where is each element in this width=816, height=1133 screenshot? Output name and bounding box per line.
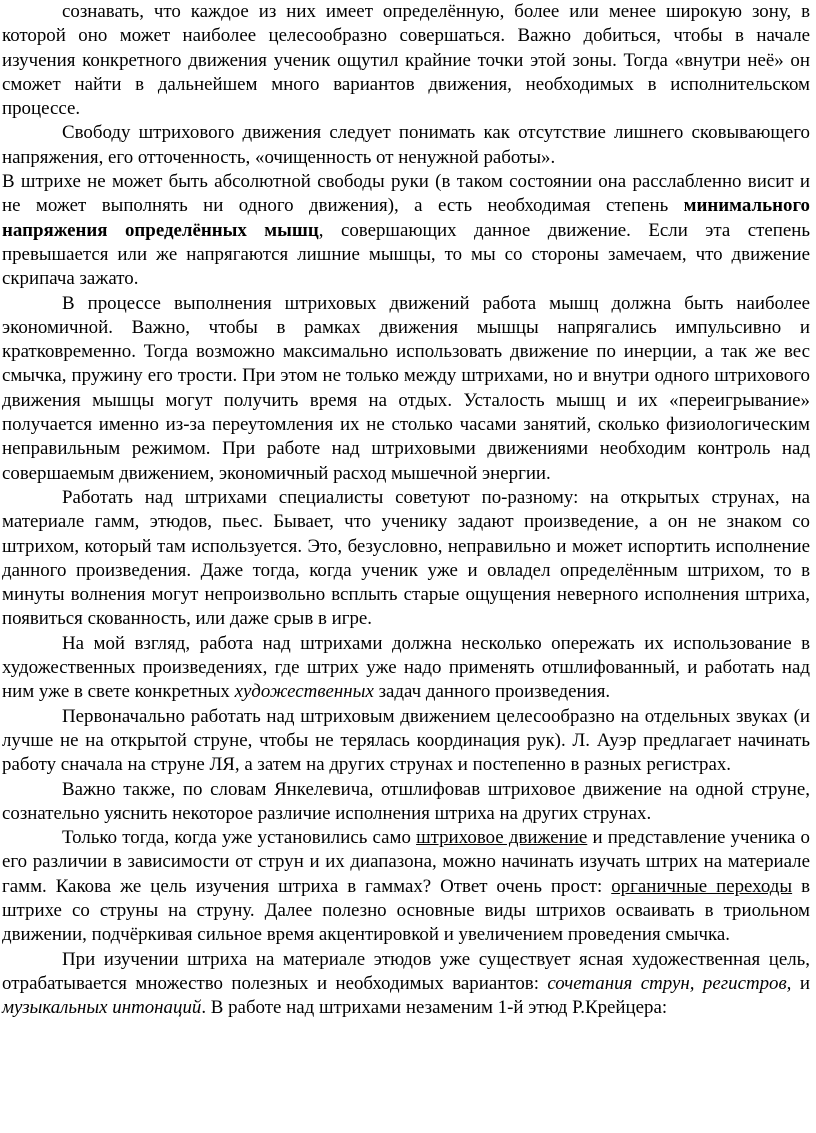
italic-text: сочетания струн, регистров,	[547, 972, 792, 994]
text-run: Свободу штрихового движения следует понимать как отсутствие лишнего сковывающего напряжения, его отточенность, «очищенность от ненужной работы».	[2, 122, 810, 168]
text-run: Первоначально работать над штриховым движением целесообразно на отдельных звуках (и лучше не на открытой струне, чтобы не терялась координация рук). Л. Ауэр предлагает начинать работу сначала на струне ЛЯ, а затем на других струнах и постепенно в разных регистрах.	[2, 705, 810, 776]
paragraph	[2, 826, 810, 947]
text-run: Работать над штрихами специалисты советуют по-разному: на открытых струнах, на материале гамм, этюдов, пьес. Бывает, что ученику задают произведение, а он не знаком со штрихом, который там используется. Это, безусловно, неправильно и может испортить исполнение данного произведения. Даже тогда, когда ученик уже и овладел определённым штрихом, то в минуты волнения могут непроизвольно всплыть старые ощущения неверного исполнения штриха, появиться скованность, или даже срыв в игре.	[2, 486, 810, 630]
bold-text: минимального напряжения определённых мышц	[2, 195, 810, 241]
paragraph	[2, 0, 810, 121]
paragraph	[2, 705, 810, 778]
italic-text: музыкальных интонаций	[2, 997, 202, 1019]
text-run: В штрихе не может быть абсолютной свободы руки (в таком состоянии она расслабленно висит и не может выполнять ни одного движения), а есть необходимая степень	[2, 171, 810, 217]
text-run: и	[791, 972, 810, 994]
underlined-text: штриховое движение	[416, 827, 588, 849]
paragraph	[2, 121, 810, 170]
text-run: . В работе над штрихами незаменим 1-й этюд Р.Крейцера:	[201, 997, 668, 1019]
text-run: Важно также, по словам Янкелевича, отшлифовав штриховое движение на одной струне, сознательно уяснить некоторое различие исполнения штриха на других струнах.	[2, 778, 810, 824]
text-run: В процессе выполнения штриховых движений работа мышц должна быть наиболее экономичной. Важно, чтобы в рамках движения мышцы напрягались импульсивно и кратковременно. Тогда возможно максимально использовать движение по инерции, а так же вес смычка, пружину его трости. При этом не только между штрихами, но и внутри одного штрихового движения мышцы могут получить время на отдых. Усталость мышц и их «переигрывание» получается именно из-за переутомления их не столько часами занятий, сколько физиологическим неправильным режимом. При работе над штриховыми движениями необходим контроль над совершаемым движением, экономичный расход мышечной энергии.	[2, 292, 810, 484]
paragraph	[2, 778, 810, 827]
text-run: и представление ученика о его различии в зависимости от струн и их диапазона, можно начинать изучать штрих на материале гамм. Какова же цель изучения штриха в гаммах? Ответ очень прост:	[2, 827, 810, 897]
text-run: задач данного произведения.	[373, 681, 611, 703]
text-run: На мой взгляд, работа над штрихами должна несколько опережать их использование в художественных произведениях, где штрих уже надо применять отшлифованный, и работать над ним уже в свете конкретных	[2, 632, 810, 703]
text-run: сознавать, что каждое из них имеет определённую, более или менее широкую зону, в которой оно может наиболее целесообразно совершаться. Важно добиться, чтобы в начале изучения конкретного движения ученик ощутил крайние точки этой зоны. Тогда «внутри неё» он сможет найти в дальнейшем много вариантов движения, необходимых в исполнительском процессе.	[2, 1, 810, 120]
paragraph	[2, 632, 810, 705]
paragraph	[2, 292, 810, 486]
text-run: При изучении штриха на материале этюдов уже существует ясная художественная цель, отрабатывается множество полезных и необходимых вариантов:	[2, 948, 810, 994]
text-run: Только тогда, когда уже установились само	[62, 827, 417, 849]
underlined-text: органичные переходы	[611, 875, 793, 897]
text-run: , совершающих данное движение. Если эта степень превышается или же напрягаются лишние мышцы, то мы со стороны замечаем, что движение скрипача зажато.	[2, 219, 810, 290]
text-run: в штрихе со струны на струну. Далее полезно основные виды штрихов осваивать в триольном движении, подчёркивая сильное время акцентировкой и увеличением проведения смычка.	[2, 875, 810, 946]
paragraph	[2, 170, 810, 291]
italic-text: художественных	[234, 681, 374, 703]
paragraph	[2, 486, 810, 632]
paragraph	[2, 948, 810, 1021]
